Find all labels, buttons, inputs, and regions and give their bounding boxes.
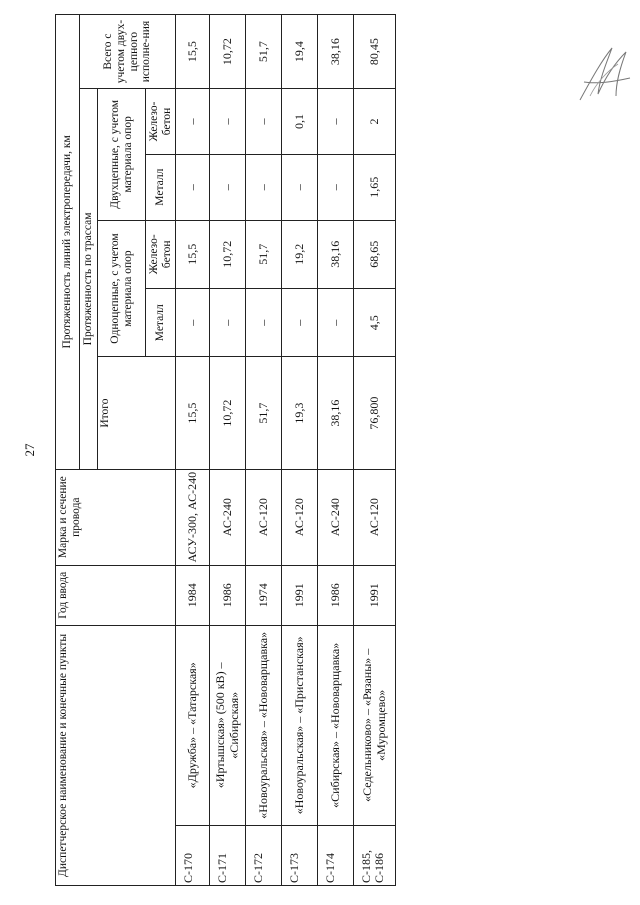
row-single-metal: – [282, 289, 318, 357]
row-double-metal: – [282, 154, 318, 220]
row-total: 10,72 [210, 357, 246, 469]
row-all: 80,45 [354, 15, 396, 89]
row-double-rc: – [246, 89, 282, 155]
signature-mark [572, 38, 636, 110]
header-single: Одноцепные, с учетом материала опор [98, 220, 146, 357]
row-single-metal: – [318, 289, 354, 357]
row-double-metal: – [210, 154, 246, 220]
header-double-metal: Металл [146, 154, 176, 220]
power-lines-table [55, 14, 396, 886]
row-wire: АС-120 [354, 469, 396, 565]
row-all: 19,4 [282, 15, 318, 89]
row-single-rc: 38,16 [318, 220, 354, 288]
row-year: 1974 [246, 565, 282, 625]
row-total: 76,800 [354, 357, 396, 469]
row-single-metal: 4,5 [354, 289, 396, 357]
row-code: С-173 [282, 825, 318, 885]
row-year: 1986 [318, 565, 354, 625]
row-double-rc: – [318, 89, 354, 155]
row-double-metal: 1,65 [354, 154, 396, 220]
table-row [176, 15, 210, 886]
row-all: 38,16 [318, 15, 354, 89]
table-row [210, 15, 246, 886]
row-code: С-170 [176, 825, 210, 885]
header-single-metal: Металл [146, 289, 176, 357]
row-all: 10,72 [210, 15, 246, 89]
page-number: 27 [22, 443, 37, 457]
row-code: С-174 [318, 825, 354, 885]
row-double-metal: – [176, 154, 210, 220]
row-name: «Иртышская» (500 кВ) – «Сибирская» [210, 625, 246, 825]
row-wire: АС-240 [318, 469, 354, 565]
rotated-table-area [55, 14, 395, 886]
header-double-rc: Железо-бетон [146, 89, 176, 155]
row-code: С-172 [246, 825, 282, 885]
row-double-rc: 0,1 [282, 89, 318, 155]
row-double-rc: 2 [354, 89, 396, 155]
row-total: 38,16 [318, 357, 354, 469]
row-wire: АС-120 [246, 469, 282, 565]
row-name: «Сибирская» – «Нововарщавка» [318, 625, 354, 825]
row-all: 51,7 [246, 15, 282, 89]
row-wire: АСУ-300, АС-240 [176, 469, 210, 565]
header-by-routes: Протяженность по трассам [80, 89, 98, 470]
row-total: 51,7 [246, 357, 282, 469]
row-name: «Новоуральская» – «Нововарщавка» [246, 625, 282, 825]
row-year: 1986 [210, 565, 246, 625]
row-single-rc: 19,2 [282, 220, 318, 288]
row-wire: АС-120 [282, 469, 318, 565]
table-row [354, 15, 396, 886]
row-single-metal: – [176, 289, 210, 357]
row-all: 15,5 [176, 15, 210, 89]
header-total: Итого [98, 357, 176, 469]
row-year: 1991 [354, 565, 396, 625]
header-double: Двухцепные, с учетом материала опор [98, 89, 146, 220]
row-single-metal: – [210, 289, 246, 357]
header-year: Год ввода [56, 565, 176, 625]
row-double-metal: – [246, 154, 282, 220]
row-single-rc: 15,5 [176, 220, 210, 288]
row-code: С-185, С-186 [354, 825, 396, 885]
row-name: «Новоуральская» – «Пристанская» [282, 625, 318, 825]
row-single-metal: – [246, 289, 282, 357]
header-single-rc: Железо-бетон [146, 220, 176, 288]
row-single-rc: 10,72 [210, 220, 246, 288]
row-single-rc: 51,7 [246, 220, 282, 288]
row-total: 19,3 [282, 357, 318, 469]
header-wire: Марка и сечение провода [56, 469, 176, 565]
row-total: 15,5 [176, 357, 210, 469]
row-double-metal: – [318, 154, 354, 220]
row-name: «Дружба» – «Татарская» [176, 625, 210, 825]
row-code: С-171 [210, 825, 246, 885]
header-name: Диспетчерское наименование и конечные пункты [56, 625, 176, 885]
row-name: «Седельниково» – «Рязаны» – «Муромцево» [354, 625, 396, 825]
header-all-double: Всего с учетом двух-цепного исполне-ния [80, 15, 176, 89]
row-year: 1984 [176, 565, 210, 625]
row-wire: АС-240 [210, 469, 246, 565]
row-single-rc: 68,65 [354, 220, 396, 288]
row-double-rc: – [210, 89, 246, 155]
table-row [246, 15, 282, 886]
row-double-rc: – [176, 89, 210, 155]
row-year: 1991 [282, 565, 318, 625]
rotated-table-container [55, 14, 395, 886]
header-length: Протяженность линий электропередачи, км [56, 15, 80, 470]
table-row [318, 15, 354, 886]
table-row [282, 15, 318, 886]
